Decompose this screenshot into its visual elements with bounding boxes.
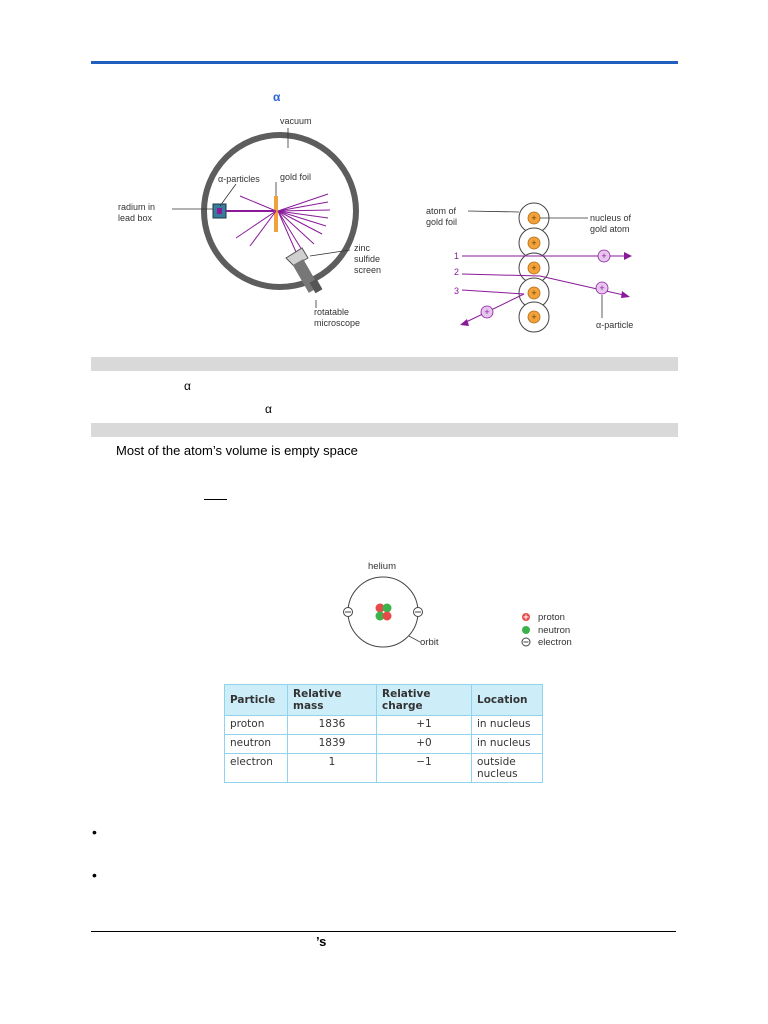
cell-mass: 1836 [288,716,377,735]
legend-neutron: neutron [538,625,571,636]
label-atom-1: atom of [426,206,457,216]
bullet-1: • [92,824,97,840]
table-row [225,716,543,735]
cell-location: outside nucleus [472,754,543,783]
particle-table-container [224,684,543,783]
table-row [225,735,543,754]
alpha-plus-3: + [484,307,490,317]
top-rule [91,61,678,64]
path-label-3: 3 [454,286,460,296]
cell-particle: electron [225,754,288,783]
alpha-plus-2: + [599,283,605,293]
label-radium-2: lead box [118,213,153,223]
label-alpha-particle: α-particle [596,320,634,330]
helium-title: helium [368,561,396,572]
cell-charge: +1 [377,716,472,735]
cell-particle: proton [225,716,288,735]
nucleus-particles [376,604,392,621]
observation-band [91,357,678,371]
cell-mass: 1 [288,754,377,783]
label-atom-2: gold foil [426,217,458,227]
particle-table [224,684,543,783]
header-relative-mass: Relative mass [288,685,377,716]
path-label-1: 1 [454,251,460,261]
observation-alpha-1: α [184,379,191,393]
cell-mass: 1839 [288,735,377,754]
cell-charge: +0 [377,735,472,754]
alpha-plus-1: + [601,251,607,261]
label-microscope-1: rotatable [314,307,350,317]
label-zinc-2: sulfide [354,254,381,264]
footer-text: ’s [316,934,327,949]
header-relative-charge: Relative charge [377,685,472,716]
underline-mark [204,499,227,500]
legend-electron: electron [538,637,572,648]
label-radium-1: radium in [118,202,156,212]
nucleus-plus-1: + [531,213,537,223]
label-zinc-1: zinc [354,243,371,253]
conclusion-band [91,423,678,437]
path-label-2: 2 [454,267,460,277]
gold-foil [274,196,278,232]
label-microscope-2: microscope [314,318,361,328]
label-gold-foil: gold foil [280,172,312,182]
table-header-row [225,685,543,716]
helium-atom-diagram [330,556,590,656]
table-row [225,754,543,783]
nucleus-plus-3: + [531,263,537,273]
bullet-2: • [92,867,97,883]
header-location: Location [472,685,543,716]
label-nucleus-2: gold atom [590,224,630,234]
gold-foil-apparatus-diagram [110,110,382,345]
nucleus-plus-5: + [531,312,537,322]
orbit-label: orbit [420,637,439,648]
label-vacuum: vacuum [280,116,312,126]
legend-proton: proton [538,612,565,623]
legend-neutron-swatch [522,626,530,634]
cell-location: in nucleus [472,716,543,735]
scattered-alpha-rays [236,194,330,252]
cell-particle: neutron [225,735,288,754]
nucleus-plus-4: + [531,288,537,298]
header-particle: Particle [225,685,288,716]
radium-source [217,208,222,214]
alpha-scattering-diagram [420,200,650,340]
section-heading-alpha: α [273,90,281,104]
cell-charge: −1 [377,754,472,783]
cell-location: in nucleus [472,735,543,754]
nucleus-plus-2: + [531,238,537,248]
helium-legend [522,612,572,648]
label-alpha-particles: α-particles [218,174,260,184]
label-zinc-3: screen [354,265,382,275]
electron-orbit [348,577,418,647]
footer-rule [91,931,676,932]
label-nucleus-1: nucleus of [590,213,632,223]
observation-alpha-2: α [265,402,272,416]
conclusion-text: Most of the atom’s volume is empty space [116,443,358,458]
